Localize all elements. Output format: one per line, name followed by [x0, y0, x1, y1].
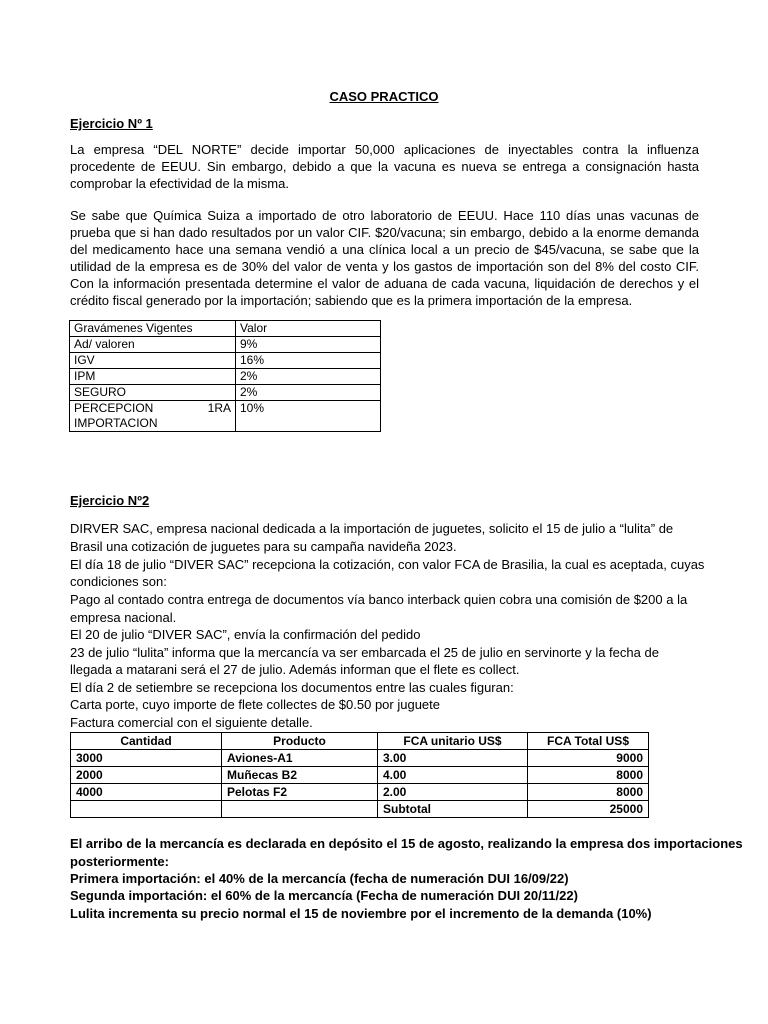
- exercise-2-line: Primera importación: el 40% de la mercancía (fecha de numeración DUI 16/09/22): [70, 871, 569, 886]
- perception-ordinal: 1RA: [207, 401, 231, 415]
- exercise-2-line: Brasil una cotización de juguetes para su campaña navideña 2023.: [70, 539, 457, 554]
- exercise-2-line: Lulita incrementa su precio normal el 15 de noviembre por el incremento de la demanda (10%): [70, 906, 652, 921]
- table-row: [71, 767, 649, 784]
- product-cell: Aviones-A1: [222, 750, 378, 767]
- tax-name-cell: IGV: [70, 353, 236, 369]
- table-row: [70, 369, 381, 385]
- exercise-1-paragraph-1: La empresa “DEL NORTE” decide importar 50,000 aplicaciones de inyectables contra la influenza procedente de EEUU. Sin embargo, debido a que la vacuna es nueva se entrega a consignación hasta comprobar la efectividad de la misma.: [70, 142, 699, 191]
- quantity-cell: 3000: [71, 750, 222, 767]
- total-cell: 8000: [528, 767, 649, 784]
- exercise-2-line: llegada a matarani será el 27 de julio. Además informan que el flete es collect.: [70, 662, 520, 677]
- table-row: [70, 401, 381, 432]
- subtotal-label: Subtotal: [378, 801, 528, 818]
- quantity-cell: 4000: [71, 784, 222, 801]
- table-row: [70, 337, 381, 353]
- unit-price-cell: 4.00: [378, 767, 528, 784]
- exercise-2-line: El arribo de la mercancía es declarada en depósito el 15 de agosto, realizando la empresa dos importaciones: [70, 836, 743, 851]
- exercise-2-line: condiciones son:: [70, 574, 167, 589]
- tax-value-cell: 16%: [236, 353, 381, 369]
- tax-value-cell: 10%: [236, 401, 381, 432]
- table-row: [70, 353, 381, 369]
- exercise-2-line: Pago al contado contra entrega de documentos vía banco interback quien cobra una comisión de $200 a la: [70, 592, 688, 607]
- product-cell: Pelotas F2: [222, 784, 378, 801]
- exercise-1-heading: Ejercicio Nº 1: [70, 116, 153, 131]
- table-header-row: [70, 321, 381, 337]
- exercise-2-line: empresa nacional.: [70, 610, 177, 625]
- exercise-2-line: posteriormente:: [70, 854, 169, 869]
- exercise-2-line: El día 18 de julio “DIVER SAC” recepciona la cotización, con valor FCA de Brasilia, la cual es aceptada, cuyas: [70, 557, 705, 572]
- total-cell: 8000: [528, 784, 649, 801]
- header-cell: FCA Total US$: [528, 733, 649, 750]
- exercise-2-line: Carta porte, cuyo importe de flete collectes de $0.50 por juguete: [70, 697, 440, 712]
- exercise-1-paragraph-2: Se sabe que Química Suiza a importado de otro laboratorio de EEUU. Hace 110 días unas vacunas de prueba que si han dado resultados por un valor CIF. $20/vacuna; sin embargo, debido a la enorme demanda del medicamento hace una semana vendió a una clínica local a un precio de $45/vacuna, se sabe que la utilidad de la empresa es de 30% del valor de venta y los gastos de importación son del 8% del costo CIF. Con la información presentada determine el valor de aduana de cada vacuna, liquidación de derechos y el crédito fiscal generado por la importación; sabiendo que es la primera importación de la empresa.: [70, 208, 699, 308]
- exercise-2-line: El 20 de julio “DIVER SAC”, envía la confirmación del pedido: [70, 627, 421, 642]
- tax-value-cell: 9%: [236, 337, 381, 353]
- product-cell: Muñecas B2: [222, 767, 378, 784]
- tax-name-cell: Ad/ valoren: [70, 337, 236, 353]
- exercise-2-line: Factura comercial con el siguiente detalle.: [70, 715, 313, 730]
- subtotal-row: [71, 801, 649, 818]
- invoice-table: [70, 732, 649, 818]
- tax-value-cell: 2%: [236, 369, 381, 385]
- perception-word: PERCEPCION: [74, 401, 154, 415]
- tax-value-cell: 2%: [236, 385, 381, 401]
- unit-price-cell: 2.00: [378, 784, 528, 801]
- total-cell: 9000: [528, 750, 649, 767]
- tax-name-cell: IPM: [70, 369, 236, 385]
- tax-name-cell: [70, 401, 236, 432]
- table-header-row: [71, 733, 649, 750]
- exercise-2-line: Segunda importación: el 60% de la mercancía (Fecha de numeración DUI 20/11/22): [70, 888, 578, 903]
- exercise-2-line: 23 de julio “lulita” informa que la mercancía va ser embarcada el 25 de julio en servinorte y la fecha de: [70, 645, 659, 660]
- exercise-2-heading: Ejercicio Nº2: [70, 493, 150, 508]
- header-cell: Gravámenes Vigentes: [70, 321, 236, 337]
- header-cell: FCA unitario US$: [378, 733, 528, 750]
- empty-cell: [222, 801, 378, 818]
- empty-cell: [71, 801, 222, 818]
- exercise-2-line: DIRVER SAC, empresa nacional dedicada a la importación de juguetes, solicito el 15 de julio a “lulita” de: [70, 521, 674, 536]
- tax-rates-table: [69, 320, 381, 432]
- document-title: CASO PRACTICO: [329, 89, 439, 104]
- unit-price-cell: 3.00: [378, 750, 528, 767]
- tax-name-cell: SEGURO: [70, 385, 236, 401]
- perception-word-2: IMPORTACION: [74, 416, 158, 430]
- quantity-cell: 2000: [71, 767, 222, 784]
- table-row: [70, 385, 381, 401]
- header-cell: Producto: [222, 733, 378, 750]
- subtotal-value: 25000: [528, 801, 649, 818]
- table-row: [71, 784, 649, 801]
- header-cell: Valor: [236, 321, 381, 337]
- exercise-2-line: El día 2 de setiembre se recepciona los documentos entre las cuales figuran:: [70, 680, 514, 695]
- table-row: [71, 750, 649, 767]
- header-cell: Cantidad: [71, 733, 222, 750]
